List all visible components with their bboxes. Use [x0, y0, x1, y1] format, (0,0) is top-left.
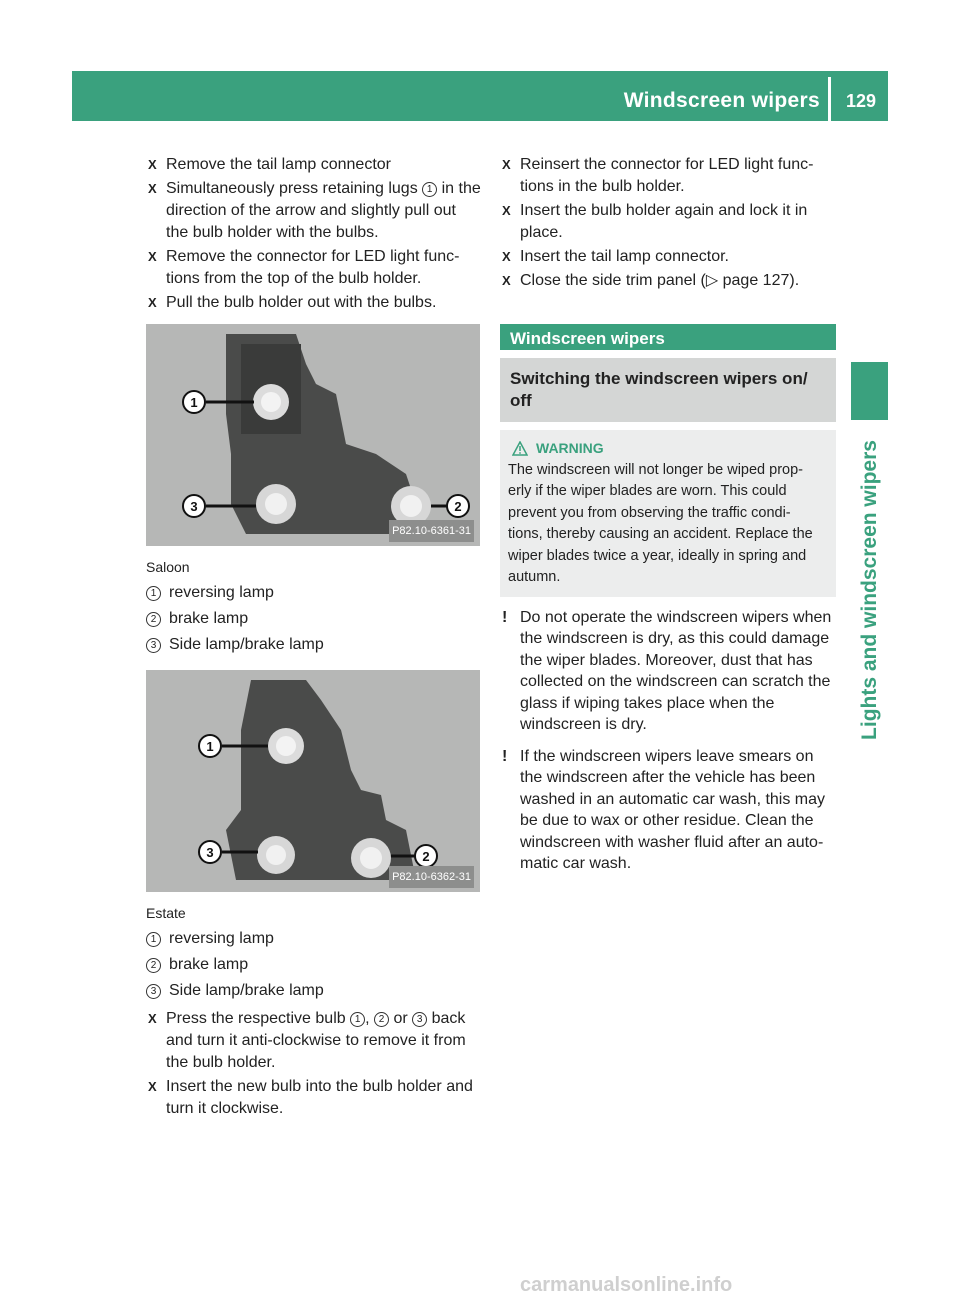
warning-title: WARNING: [512, 438, 828, 460]
warning-text: The windscreen will not longer be wiped prop- erly if the wiper blades are worn. This could prevent you from observing the traffic condi- tions, thereby causing an accident. Replace the wiper blades twice a year, ideally in spring and autumn.: [508, 461, 813, 585]
step-arrow-icon: X: [148, 295, 157, 310]
step-arrow-icon: X: [148, 157, 157, 172]
left-column: [146, 154, 482, 1122]
bulb-holder-figure-saloon: [146, 324, 480, 546]
instruction-step: X Remove the tail lamp connector: [146, 154, 482, 176]
legend-item: 3 Side lamp/brake lamp: [146, 980, 482, 1002]
caution-icon: !: [502, 608, 508, 626]
header-title: Windscreen wipers: [623, 89, 820, 112]
svg-text:2: 2: [422, 849, 430, 864]
callout-number: 2: [146, 958, 161, 973]
instruction-step: X Press the respective bulb 1 , 2 or 3 back and turn it anti-clockwise to remove it from the bulb holder.: [148, 1010, 466, 1071]
svg-text:1: 1: [190, 395, 198, 410]
callout-number: 3: [412, 1012, 427, 1027]
instruction-step: X Simultaneously press retaining lugs 1 in the direction of the arrow and slightly pull out the bulb holder with the bulbs.: [148, 180, 481, 241]
site-watermark: carmanualsonline.info: [520, 1274, 733, 1296]
page-reference-link[interactable]: page 127).: [722, 272, 800, 289]
instruction-step: X Insert the tail lamp connector.: [500, 246, 836, 268]
caution-note: ! If the windscreen wipers leave smears on the windscreen after the vehicle has been washed in an automatic car wash, this may be due to wax or other residue. Clean the windscreen with washer fluid after an auto- matic car wash.: [502, 747, 826, 872]
callout-number: 1: [146, 586, 161, 601]
callout-number: 3: [146, 984, 161, 999]
bulb-holder-figure-estate: [146, 670, 480, 892]
warning-triangle-icon: [512, 441, 528, 456]
step-arrow-icon: X: [148, 1079, 157, 1094]
callout-number: 1: [146, 932, 161, 947]
warning-box: [500, 430, 836, 597]
figure-code: P82.10-6362-31: [389, 866, 474, 888]
callout-number: 1: [350, 1012, 365, 1027]
figure-code: P82.10-6361-31: [389, 520, 474, 542]
svg-text:2: 2: [454, 499, 462, 514]
step-arrow-icon: X: [148, 1011, 157, 1026]
instruction-step: X Remove the connector for LED light func- tions from the top of the bulb holder.: [148, 248, 460, 287]
callout-number: 2: [146, 612, 161, 627]
page-header: [72, 71, 888, 121]
figure-caption: Saloon: [146, 559, 190, 575]
step-arrow-icon: X: [502, 157, 511, 172]
header-separator: [828, 77, 831, 121]
page-reference-arrow-icon: ▷: [705, 272, 719, 289]
chapter-tab-label: [851, 425, 888, 755]
step-arrow-icon: X: [502, 249, 511, 264]
chapter-tab-marker: [851, 362, 888, 420]
page-number: 129: [845, 91, 876, 111]
legend-item: 2 brake lamp: [146, 954, 482, 976]
instruction-step: X Pull the bulb holder out with the bulbs.: [146, 292, 482, 314]
instruction-step: X Close the side trim panel (▷ page 127).: [500, 270, 836, 292]
svg-text:3: 3: [206, 845, 214, 860]
step-arrow-icon: X: [148, 181, 157, 196]
section-heading: Windscreen wipers: [500, 324, 836, 350]
svg-text:3: 3: [190, 499, 198, 514]
caution-note: ! Do not operate the windscreen wipers when the windscreen is dry, as this could damage the wiper blades. Moreover, dust that has collected on the windscreen can scratch the glass if wiping takes place when the windscreen is dry.: [502, 608, 832, 733]
legend-item: 3 Side lamp/brake lamp: [146, 634, 482, 656]
svg-text:1: 1: [206, 739, 214, 754]
step-arrow-icon: X: [502, 273, 511, 288]
right-column: [500, 154, 836, 875]
instruction-step: X Insert the new bulb into the bulb holder and turn it clockwise.: [148, 1078, 473, 1117]
step-arrow-icon: X: [502, 203, 511, 218]
step-arrow-icon: X: [148, 249, 157, 264]
instruction-step: X Insert the bulb holder again and lock it in place.: [502, 202, 808, 241]
legend-item: 1 reversing lamp: [146, 928, 482, 950]
instruction-step: X Reinsert the connector for LED light func- tions in the bulb holder.: [502, 156, 814, 195]
subsection-heading: Switching the windscreen wipers on/ off: [500, 358, 836, 422]
callout-number: 1: [422, 182, 437, 197]
callout-number: 3: [146, 638, 161, 653]
bulb-holder-illustration: [146, 324, 480, 546]
figure-caption: Estate: [146, 905, 186, 921]
callout-number: 2: [374, 1012, 389, 1027]
bulb-holder-illustration: [146, 670, 480, 892]
legend-item: 2 brake lamp: [146, 608, 482, 630]
chapter-tab-text: Lights and windscreen wipers: [857, 440, 881, 740]
legend-item: 1 reversing lamp: [146, 582, 482, 604]
caution-icon: !: [502, 747, 508, 765]
